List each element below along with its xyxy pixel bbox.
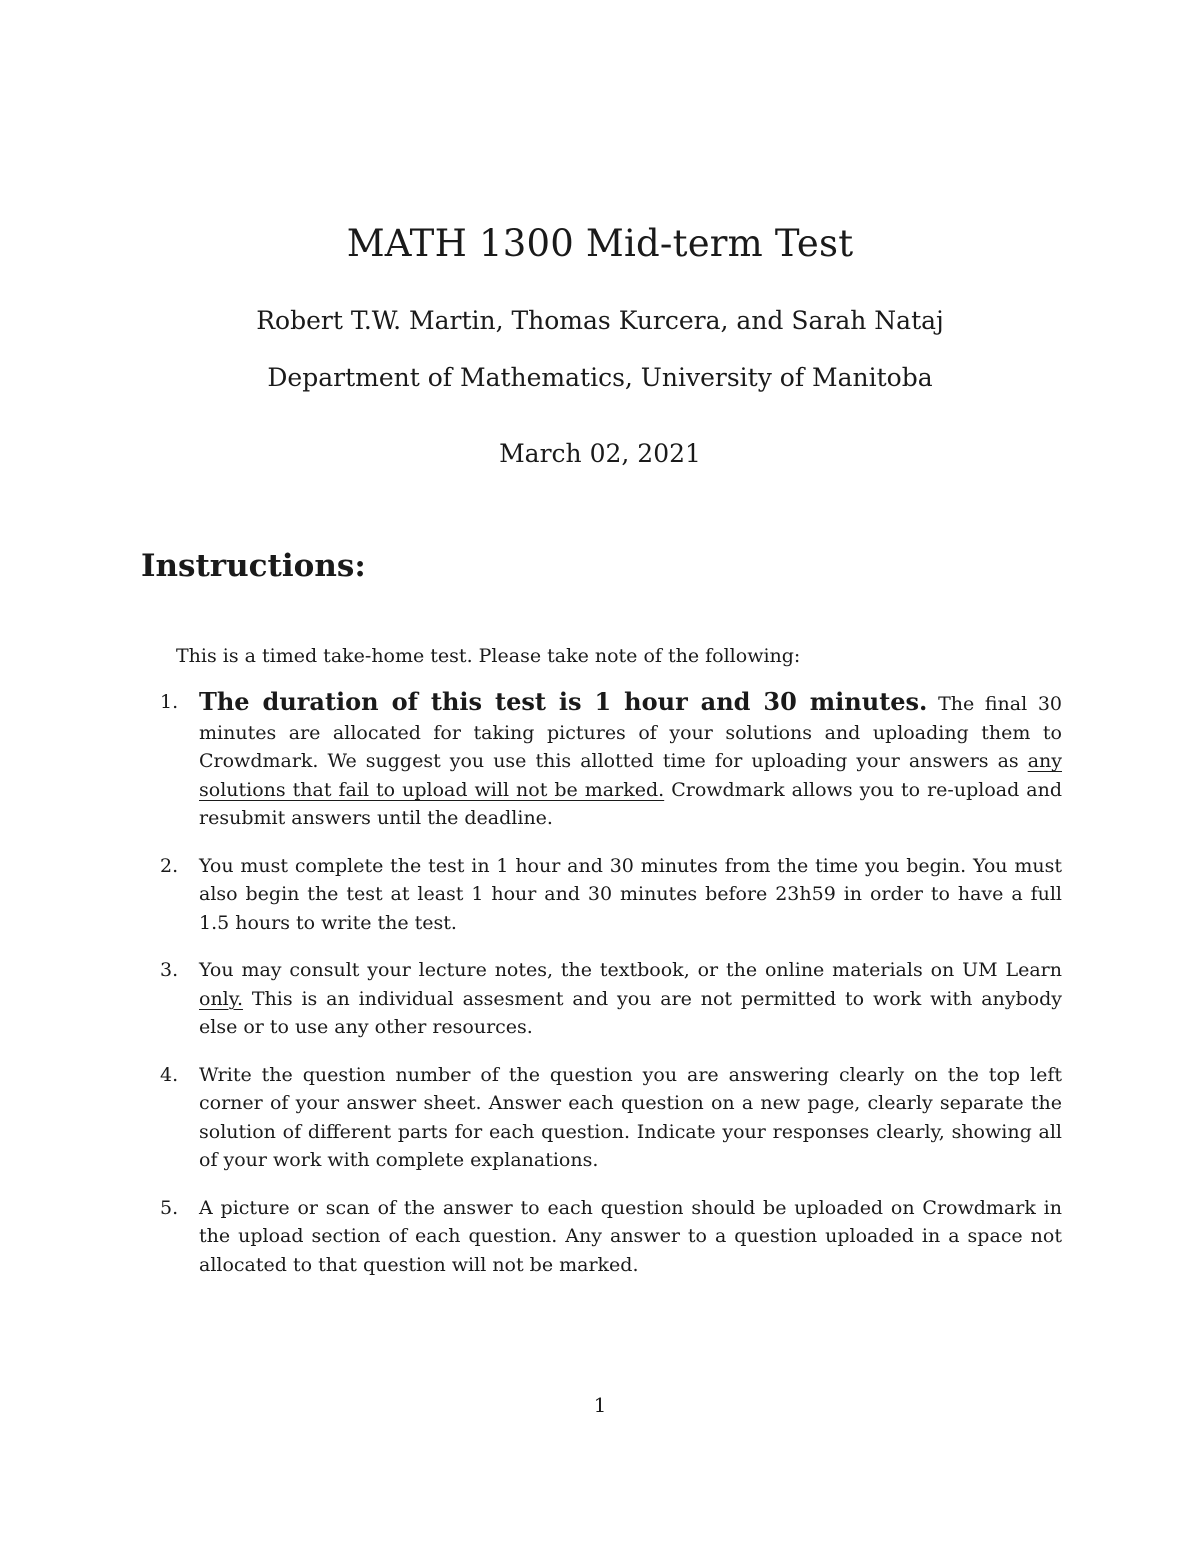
item-text: Write the question number of the question you are answering clearly on the top left corner of your answer sheet. Answer each question on a new page, clearly separate the solution of different parts for each question. Indicate your responses clearly, showing all of your work with complete explanations. [199, 1063, 1062, 1171]
instruction-item-4 [160, 1061, 1062, 1175]
instructions-intro: This is a timed take-home test. Please take note of the following: [176, 645, 801, 667]
instructions-heading: Instructions: [141, 548, 366, 584]
item-number: 3. [160, 959, 179, 981]
item-text: Crowdmark allows you to re-upload and resubmit answers until the deadline. [199, 778, 1062, 829]
item-number: 2. [160, 854, 179, 877]
instruction-item-5 [160, 1194, 1062, 1280]
item-text: You must complete the test in 1 hour and 30 minutes from the time you begin. You must also begin the test at least 1 hour and 30 minutes before 23h59 in order to have a full 1.5 hours to write the test. [199, 854, 1062, 934]
document-title: MATH 1300 Mid-term Test [346, 222, 854, 265]
underlined-only: only. [199, 987, 244, 1010]
underlined-warning: any solutions that fail to upload will not be marked. [199, 750, 1062, 801]
item-number: 5. [160, 1196, 179, 1219]
instruction-item-1 [160, 688, 1062, 833]
item-number: 1. [160, 691, 179, 713]
instruction-item-3 [160, 956, 1062, 1042]
instructions-list [160, 688, 1062, 1298]
item-text: This is an individual assesment and you are not permitted to work with anybody else or to use any other resources. [199, 987, 1062, 1038]
item-number: 4. [160, 1063, 179, 1086]
date: March 02, 2021 [499, 439, 701, 468]
item-text: The final 30 minutes are allocated for taking pictures of your solutions and uploading them to Crowdmark. We suggest you use this allotted time for uploading your answers as [199, 693, 1063, 772]
authors: Robert T.W. Martin, Thomas Kurcera, and Sarah Nataj [256, 306, 944, 335]
duration-statement: The duration of this test is 1 hour and 30 minutes. [199, 687, 928, 716]
page-number: 1 [593, 1393, 607, 1417]
department: Department of Mathematics, University of Manitoba [267, 363, 933, 392]
item-text: A picture or scan of the answer to each question should be uploaded on Crowdmark in the upload section of each question. Any answer to a question uploaded in a space not allocated to that question will not be marked. [199, 1196, 1062, 1276]
item-text: You may consult your lecture notes, the textbook, or the online materials on UM Learn [199, 959, 1062, 981]
instruction-item-2 [160, 852, 1062, 938]
